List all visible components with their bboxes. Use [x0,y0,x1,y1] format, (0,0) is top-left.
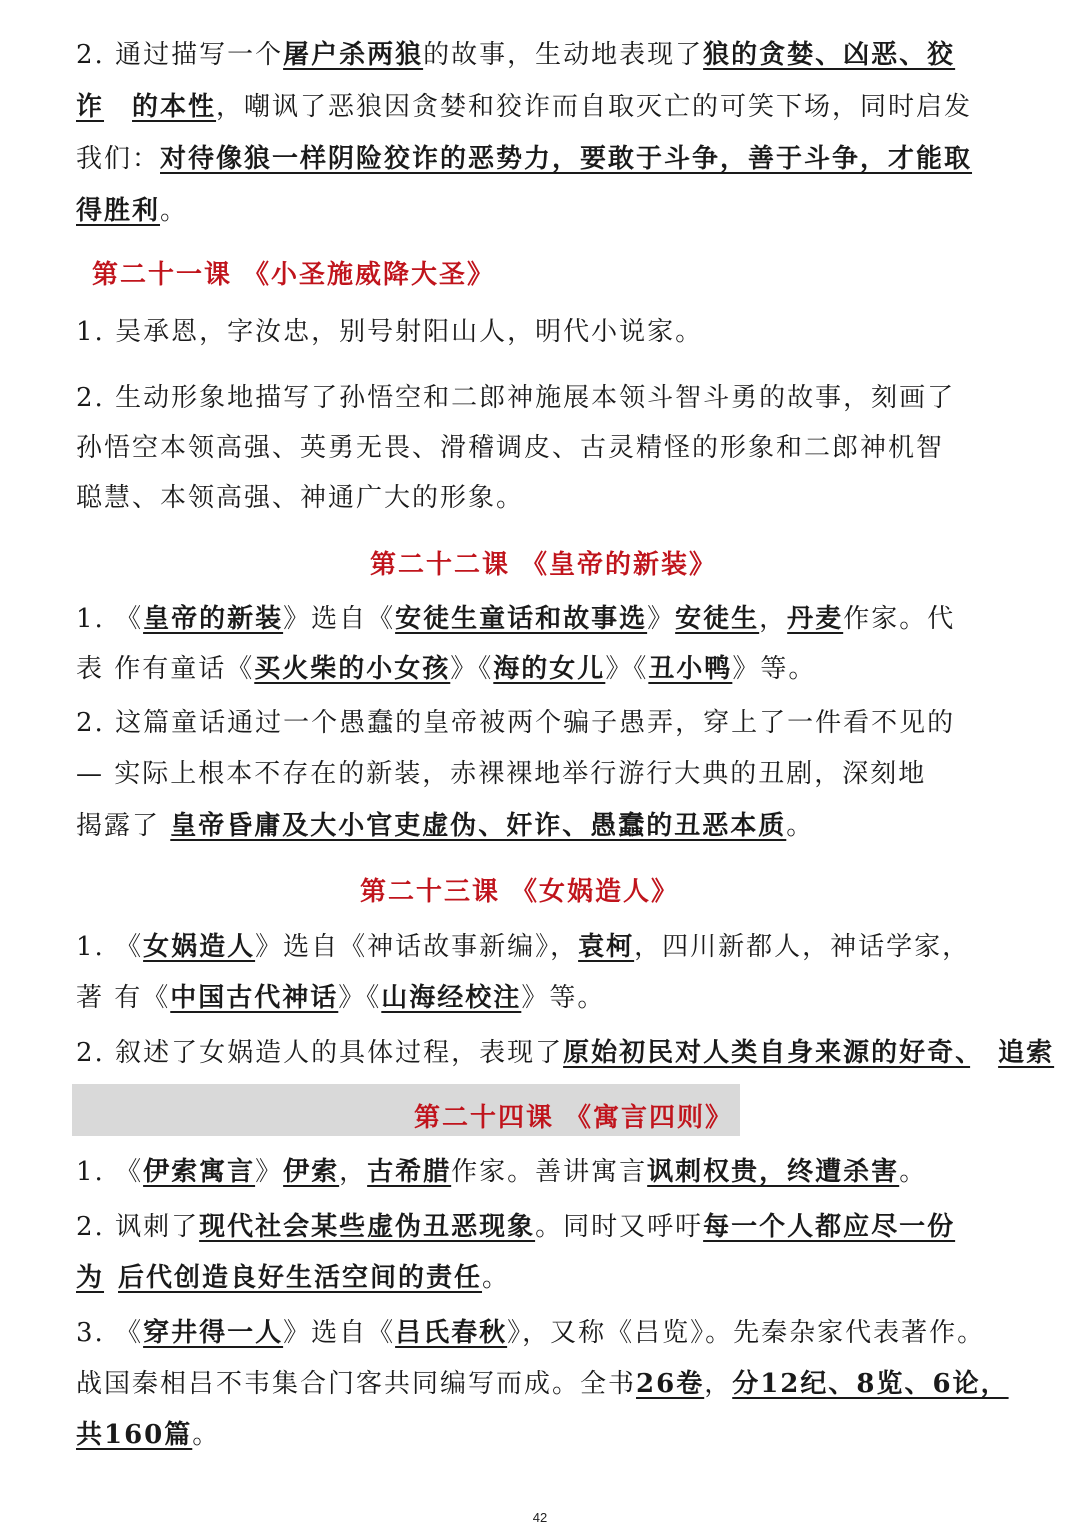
key-term: 中国古代神话 [170,983,339,1013]
text: ，四川新都人，神话学家， [634,932,971,962]
text: 我们： [76,144,161,174]
p22-line5 [76,809,814,843]
p21-line3: 孙悟空本领高强、英勇无畏、滑稽调皮、古灵精怪的形象和二郎神机智 [76,433,945,463]
text: 的故事，生动地表现了 [423,40,704,70]
lesson-22-heading: 第二十二课 《皇帝的新装》 [370,550,718,580]
text: 1. 《 [76,932,144,962]
text: 。同时又呼吁 [535,1212,704,1242]
key-term: 后代创造良好生活空间的责任 [118,1263,483,1293]
p22-line2 [76,652,816,686]
key-term: 原始初民对人类自身来源的好奇、 [563,1038,971,1068]
text: 。 [160,196,189,226]
key-term: 买火柴的小女孩 [254,654,451,684]
p22-line4: — 实际上根本不存在的新装，赤裸裸地举行游行大典的丑剧，深刻地 [76,759,927,789]
key-term: 安徒生童话和故事选 [395,604,648,634]
key-term: 吕氏春秋 [395,1318,508,1348]
key-term: 追索 [998,1038,1055,1068]
text: 》等。 [521,983,606,1013]
key-term: 丑小鸭 [648,654,733,684]
text: 》，又称《吕览》。先秦杂家代表著作。 [507,1318,986,1348]
text: ， [704,1369,733,1399]
text: 》选自《 [283,604,396,634]
text: 》等。 [732,654,817,684]
key-term: 海的女儿 [493,654,606,684]
p23-line2 [76,981,605,1015]
p24-line3 [76,1261,510,1295]
text: ， [339,1157,368,1187]
page-number: 42 [532,1510,548,1525]
p24-line5 [76,1367,1009,1401]
text: 1. 《 [76,604,144,634]
key-term: 26卷 [636,1369,705,1399]
p23-line1 [76,930,970,964]
p21-line2: 2. 生动形象地描写了孙悟空和二郎神施展本领斗智斗勇的故事，刻画了 [76,383,956,413]
p20-line4 [76,194,188,228]
text: 。 [899,1157,928,1187]
text: 》选自《神话故事新编》， [255,932,579,962]
key-term: 伊索 [283,1157,340,1187]
lesson-24-heading: 第二十四课 《寓言四则》 [414,1103,734,1133]
key-term: 分12纪、8览、6论， [732,1369,1009,1399]
text: ，嘲讽了恶狼因贪婪和狡诈而自取灭亡的可笑下场，同时启发 [216,92,973,122]
lesson-23-heading: 第二十三课 《女娲造人》 [360,877,680,907]
key-term: 狼的贪婪、凶恶、狡 [703,40,956,70]
p21-line4: 聪慧、本领高强、神通广大的形象。 [76,483,525,513]
key-term: 袁柯 [578,932,635,962]
p22-line3: 2. 这篇童话通过一个愚蠢的皇帝被两个骗子愚弄，穿上了一件看不见的 [76,708,956,738]
p22-line1 [76,602,955,636]
key-term: 的本性 [132,92,217,122]
p24-line2 [76,1210,955,1244]
key-term: 女娲造人 [143,932,256,962]
p20-line2 [76,90,972,124]
text: 。 [482,1263,511,1293]
spacer [104,92,132,122]
key-term: 每一个人都应尽一份 [703,1212,956,1242]
p20-line1 [76,38,955,72]
p21-line1: 1. 吴承恩，字汝忠，别号射阳山人，明代小说家。 [76,317,704,347]
key-term: 共160篇 [76,1420,193,1450]
text: 》《 [605,654,649,684]
key-term: 安徒生 [675,604,760,634]
p24-line1 [76,1155,927,1189]
key-term: 穿井得一人 [143,1318,284,1348]
key-term: 讽刺权贵，终遭杀害 [647,1157,900,1187]
text: 》《 [338,983,382,1013]
text: 作家。善讲寓言 [451,1157,648,1187]
text: 》《 [450,654,494,684]
key-term: 古希腊 [367,1157,452,1187]
text: 。 [192,1420,221,1450]
p20-line3 [76,142,972,176]
text: 。 [786,811,815,841]
text: 2. 讽刺了 [76,1212,200,1242]
key-term: 对待像狼一样阴险狡诈的恶势力，要敢于斗争，善于斗争，才能取 [160,144,973,174]
text: 1. 《 [76,1157,144,1187]
key-term: 山海经校注 [381,983,522,1013]
key-term: 屠户杀两狼 [283,40,424,70]
text: 》 [647,604,676,634]
key-term: 皇帝的新装 [143,604,284,634]
text: 》 [255,1157,284,1187]
key-term: 皇帝昏庸及大小官吏虚伪、奸诈、愚蠢的丑恶本质 [170,811,787,841]
key-term: 为 [76,1263,105,1293]
spacer [970,1038,998,1068]
text: ， [759,604,788,634]
text: 著 有《 [76,983,171,1013]
p24-line4 [76,1316,985,1350]
text: 》选自《 [283,1318,396,1348]
text: 作家。代 [843,604,956,634]
key-term: 现代社会某些虚伪丑恶现象 [199,1212,536,1242]
key-term: 丹麦 [787,604,844,634]
text: 2. 叙述了女娲造人的具体过程，表现了 [76,1038,564,1068]
text: 战国秦相吕不韦集合门客共同编写而成。全书 [76,1369,637,1399]
lesson-21-heading: 第二十一课 《小圣施威降大圣》 [92,260,496,290]
text: 表 作有童话《 [76,654,255,684]
p24-line6 [76,1418,220,1452]
text: 揭露了 [76,811,171,841]
key-term: 诈 [76,92,105,122]
text: 2. 通过描写一个 [76,40,284,70]
key-term: 得胜利 [76,196,161,226]
text: 3. 《 [76,1318,144,1348]
key-term: 伊索寓言 [143,1157,256,1187]
p23-line3 [76,1036,1054,1070]
